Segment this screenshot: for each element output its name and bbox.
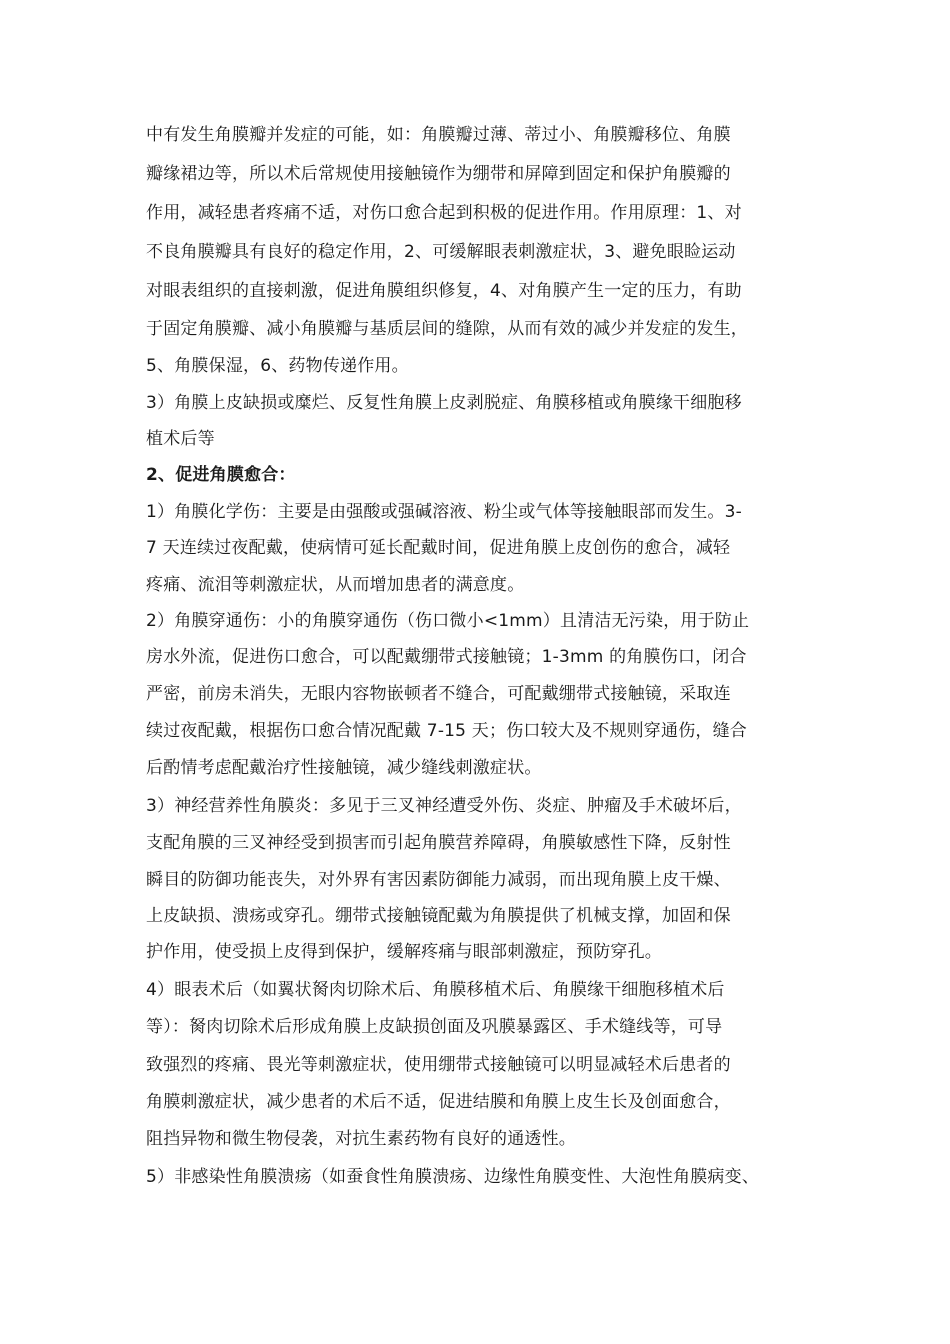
text-line: 疼痛、流泪等刺激症状，从而增加患者的满意度。 (146, 575, 525, 595)
text-line: 5）非感染性角膜溃疡（如蚕食性角膜溃疡、边缘性角膜变性、大泡性角膜病变、 (146, 1167, 760, 1187)
text-line: 于固定角膜瓣、减小角膜瓣与基质层间的缝隙，从而有效的减少并发症的发生， (146, 319, 748, 339)
text-line: 1）角膜化学伤：主要是由强酸或强碱溶液、粉尘或气体等接触眼部而发生。3- (146, 502, 742, 522)
text-line: 对眼表组织的直接刺激，促进角膜组织修复，4、对角膜产生一定的压力，有助 (146, 281, 742, 301)
text-line: 致强烈的疼痛、畏光等刺激症状，使用绷带式接触镜可以明显减轻术后患者的 (146, 1055, 731, 1075)
text-line: 中有发生角膜瓣并发症的可能，如：角膜瓣过薄、蒂过小、角膜瓣移位、角膜 (146, 125, 731, 145)
text-line: 4）眼表术后（如翼状胬肉切除术后、角膜移植术后、角膜缘干细胞移植术后 (146, 980, 725, 1000)
text-line: 后酌情考虑配戴治疗性接触镜，减少缝线刺激症状。 (146, 758, 542, 778)
text-line: 5、角膜保湿，6、药物传递作用。 (146, 356, 409, 376)
text-line: 房水外流，促进伤口愈合，可以配戴绷带式接触镜；1-3mm 的角膜伤口，闭合 (146, 647, 747, 667)
text-line: 上皮缺损、溃疡或穿孔。绷带式接触镜配戴为角膜提供了机械支撑，加固和保 (146, 906, 731, 926)
text-line: 角膜刺激症状，减少患者的术后不适，促进结膜和角膜上皮生长及创面愈合， (146, 1092, 731, 1112)
text-line: 植术后等 (146, 429, 215, 449)
text-line: 严密，前房未消失，无眼内容物嵌顿者不缝合，可配戴绷带式接触镜，采取连 (146, 684, 731, 704)
text-line: 瓣缘裙边等，所以术后常规使用接触镜作为绷带和屏障到固定和保护角膜瓣的 (146, 164, 731, 184)
section-heading: 2、促进角膜愈合： (146, 465, 296, 485)
text-line: 阻挡异物和微生物侵袭，对抗生素药物有良好的通透性。 (146, 1129, 576, 1149)
text-line: 3）神经营养性角膜炎：多见于三叉神经遭受外伤、炎症、肿瘤及手术破坏后， (146, 796, 742, 816)
text-line: 等）：胬肉切除术后形成角膜上皮缺损创面及巩膜暴露区、手术缝线等，可导 (146, 1017, 723, 1037)
text-line: 2）角膜穿通伤：小的角膜穿通伤（伤口微小<1mm）且清洁无污染，用于防止 (146, 611, 750, 631)
text-line: 不良角膜瓣具有良好的稳定作用，2、可缓解眼表刺激症状，3、避免眼睑运动 (146, 242, 736, 262)
text-line: 7 天连续过夜配戴，使病情可延长配戴时间，促进角膜上皮创伤的愈合，减轻 (146, 538, 731, 558)
text-line: 瞬目的防御功能丧失，对外界有害因素防御能力减弱，而出现角膜上皮干燥、 (146, 870, 731, 890)
text-line: 护作用，使受损上皮得到保护，缓解疼痛与眼部刺激症，预防穿孔。 (146, 942, 662, 962)
text-line: 续过夜配戴，根据伤口愈合情况配戴 7-15 天；伤口较大及不规则穿通伤，缝合 (146, 721, 747, 741)
text-line: 3）角膜上皮缺损或糜烂、反复性角膜上皮剥脱症、角膜移植或角膜缘干细胞移 (146, 393, 742, 413)
text-line: 作用，减轻患者疼痛不适，对伤口愈合起到积极的促进作用。作用原理：1、对 (146, 203, 742, 223)
text-line: 支配角膜的三叉神经受到损害而引起角膜营养障碍，角膜敏感性下降，反射性 (146, 833, 731, 853)
